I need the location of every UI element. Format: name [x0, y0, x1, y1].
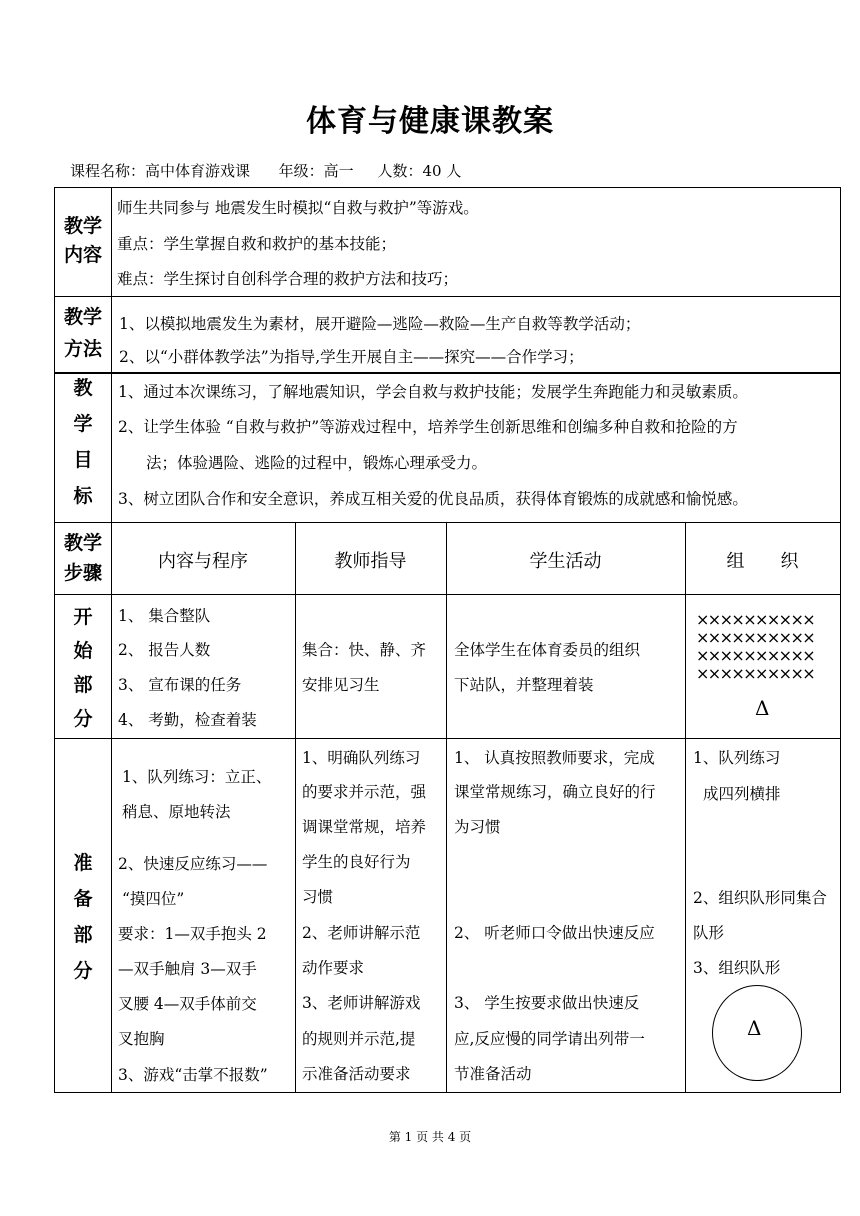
content-line: 师生共同参与 地震发生时模拟“自救与救护”等游戏。 [117, 199, 479, 217]
goal-line: 法；体验遇险、逃险的过程中，锻炼心理承受力。 [146, 454, 488, 472]
start-content-line: 2、 报告人数 [118, 641, 211, 659]
goal-header-line: 教 [73, 377, 93, 399]
method-header-line: 方法 [63, 338, 102, 360]
start-label-char: 分 [73, 708, 93, 730]
column-header-teacher: 教师指导 [334, 551, 407, 572]
prep-teacher-line: 习惯 [302, 888, 334, 906]
prep-teacher-line: 学生的良好行为 [302, 853, 411, 871]
prep-content-line: 3、游戏“击掌不报数” [118, 1066, 268, 1084]
row-divider [54, 522, 840, 523]
goal-header-line: 标 [73, 485, 93, 507]
row-divider [54, 372, 840, 374]
prep-teacher-line: 1、明确队列练习 [302, 749, 421, 767]
content-line: 重点：学生掌握自救和救护的基本技能； [117, 235, 397, 253]
method-header [54, 301, 112, 365]
prep-teacher-line: 示准备活动要求 [302, 1065, 411, 1083]
prep-teacher-line: 动作要求 [302, 959, 365, 977]
steps-header-line: 教学 [63, 532, 102, 554]
content-header [54, 212, 112, 270]
table-border-right [840, 187, 841, 1093]
prep-label-char: 准 [73, 852, 93, 874]
column-header-organization: 组 织 [726, 551, 799, 572]
start-teacher-line: 安排见习生 [302, 676, 380, 694]
column-divider [446, 522, 447, 1093]
prep-content-line: 叉腰 4—双手体前交 [118, 995, 257, 1013]
prep-org-line: 3、组织队形 [693, 959, 781, 977]
formation-row: ×××××××××× [696, 646, 815, 665]
prep-content-line: 1、队列练习：立正、 [122, 768, 272, 786]
prep-teacher-line: 3、老师讲解游戏 [302, 994, 421, 1012]
student-count: 人数：40 人 [377, 162, 462, 180]
prep-org-line: 成四列横排 [703, 785, 781, 803]
steps-header-line: 步骤 [63, 562, 102, 584]
start-label-char: 部 [73, 674, 93, 696]
start-student-line: 全体学生在体育委员的组织 [454, 641, 641, 659]
prep-teacher-line: 的要求并示范，强 [302, 783, 427, 801]
page-title: 体育与健康课教案 [306, 104, 554, 139]
start-label [54, 600, 112, 736]
prep-content-line: 要求：1—双手抱头 2 [118, 925, 267, 943]
circle-teacher-mark: Δ [747, 1016, 762, 1040]
goal-line: 3、树立团队合作和安全意识，养成互相关爱的优良品质，获得体育锻炼的成就感和愉悦感。 [118, 490, 748, 508]
prep-student-line: 为习惯 [454, 818, 501, 836]
prep-label [54, 845, 112, 989]
prep-content-line: 稍息、原地转法 [122, 803, 231, 821]
method-line: 1、以模拟地震发生为素材，展开避险—逃险—救险—生产自救等教学活动； [119, 315, 641, 333]
start-content-line: 1、 集合整队 [118, 607, 211, 625]
prep-label-char: 备 [73, 888, 93, 910]
prep-org-line: 队形 [693, 924, 725, 942]
prep-teacher-line: 的规则并示范,提 [302, 1030, 416, 1048]
prep-content-line: “摸四位” [122, 890, 185, 908]
prep-student-line: 3、 学生按要求做出快速反 [454, 994, 640, 1012]
formation-row: ×××××××××× [696, 664, 815, 683]
content-header-line: 内容 [63, 244, 102, 266]
row-divider [54, 296, 840, 297]
prep-label-char: 部 [73, 924, 93, 946]
prep-teacher-line: 调课堂常规，培养 [302, 818, 427, 836]
start-label-char: 开 [73, 606, 93, 628]
row-divider [54, 738, 840, 739]
teacher-position-mark: Δ [755, 696, 770, 720]
content-header-line: 教学 [63, 215, 102, 237]
column-header-content: 内容与程序 [158, 551, 248, 572]
prep-student-line: 2、 听老师口令做出快速反应 [454, 924, 655, 942]
course-meta [70, 160, 461, 181]
prep-student-line: 应,反应慢的同学请出列带一 [454, 1030, 645, 1048]
prep-org-line: 2、组织队形同集合 [693, 889, 827, 907]
page-footer: 第 1 页 共 4 页 [388, 1130, 472, 1144]
formation-row: ×××××××××× [696, 610, 815, 629]
prep-org-line: 1、队列练习 [693, 749, 781, 767]
goal-header-line: 学 [73, 413, 93, 435]
start-student-line: 下站队，并整理着装 [454, 676, 594, 694]
prep-student-line: 课堂常规练习，确立良好的行 [454, 783, 656, 801]
goal-header-line: 目 [73, 449, 93, 471]
goal-line: 2、让学生体验 “自救与救护”等游戏过程中，培养学生创新思维和创编多种自救和抢险的方 [118, 418, 738, 436]
row-divider [54, 594, 840, 595]
prep-content-line: 叉抱胸 [118, 1030, 165, 1048]
prep-teacher-line: 2、老师讲解示范 [302, 924, 421, 942]
prep-label-char: 分 [73, 960, 93, 982]
prep-student-line: 节准备活动 [454, 1065, 532, 1083]
start-label-char: 始 [73, 640, 93, 662]
table-border-bottom [54, 1092, 840, 1093]
prep-content-line: 2、快速反应练习—— [118, 855, 268, 873]
column-header-student: 学生活动 [529, 551, 602, 572]
column-divider [295, 522, 296, 1093]
method-line: 2、以“小群体教学法”为指导,学生开展自主——探究——合作学习； [119, 348, 584, 366]
start-content-line: 3、 宣布课的任务 [118, 676, 242, 694]
goal-header [54, 370, 112, 514]
grade: 年级：高一 [278, 162, 354, 180]
table-border-top [54, 187, 840, 188]
start-content-line: 4、 考勤，检查着装 [118, 711, 257, 729]
prep-content-line: —双手触肩 3—双手 [118, 960, 257, 978]
start-teacher-line: 集合：快、静、齐 [302, 641, 427, 659]
prep-student-line: 1、 认真按照教师要求，完成 [454, 749, 655, 767]
column-divider [685, 522, 686, 1093]
course-name: 课程名称：高中体育游戏课 [70, 162, 251, 180]
content-line: 难点：学生探讨自创科学合理的救护方法和技巧； [117, 270, 459, 288]
steps-header [54, 528, 112, 588]
formation-row: ×××××××××× [696, 628, 815, 647]
goal-line: 1、通过本次课练习，了解地震知识，学会自救与救护技能；发展学生奔跑能力和灵敏素质。 [118, 383, 748, 401]
method-header-line: 教学 [63, 306, 102, 328]
